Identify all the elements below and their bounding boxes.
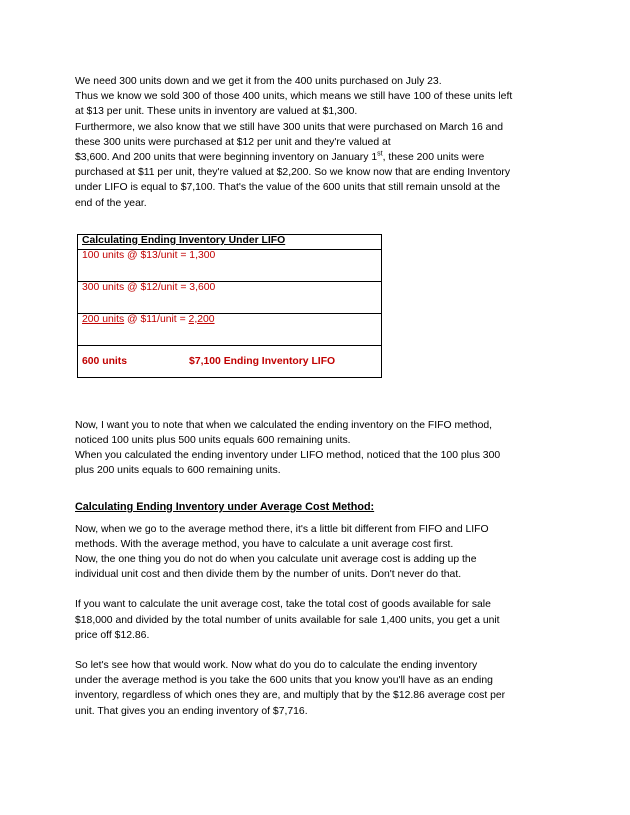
fifo-note-paragraph — [75, 418, 555, 479]
avg-line: $18,000 and divided by the total number of units available for sale 1,400 units, you get a unit — [75, 614, 500, 626]
average-paragraph-1 — [75, 522, 555, 583]
avg-line: inventory, regardless of which ones they are, and multiply that by the $12.86 average cost per — [75, 690, 506, 702]
superscript-st: st — [377, 150, 383, 158]
document-page — [75, 74, 555, 719]
intro-line: purchased at $11 per unit, they're valued at $2,200. So we know now that are ending Inventory — [75, 167, 511, 179]
table-header: Calculating Ending Inventory Under LIFO — [78, 234, 382, 249]
lifo-inventory-table — [77, 234, 382, 378]
table-header-row — [78, 234, 382, 249]
note-line: Now, I want you to note that when we calculated the ending inventory on the FIFO method, — [75, 419, 493, 431]
row3-total: 2,200 — [188, 313, 215, 325]
row3-units: 200 units — [82, 313, 125, 325]
intro-line: these 300 units were purchased at $12 per unit and they're valued at — [75, 136, 391, 148]
intro-line: at $13 per unit. These units in inventory are valued at $1,300. — [75, 106, 358, 118]
note-line: noticed 100 units plus 500 units equals 600 remaining units. — [75, 435, 351, 447]
avg-line: Now, when we go to the average method there, it's a little bit different from FIFO and LIFO — [75, 523, 489, 535]
intro-line: $3,600. And 200 units that were beginning inventory on January 1 — [75, 152, 378, 164]
avg-line: So let's see how that would work. Now what do you do to calculate the ending inventory — [75, 660, 478, 672]
section-title-average: Calculating Ending Inventory under Average Cost Method: — [75, 500, 375, 513]
avg-line: individual unit cost and then divide them by the number of units. Don't never do that. — [75, 569, 462, 581]
avg-line: price off $12.86. — [75, 629, 150, 641]
intro-line: Furthermore, we also know that we still have 300 units that were purchased on March 16 and — [75, 121, 503, 133]
avg-line: methods. With the average method, you have to calculate a unit average cost first. — [75, 538, 454, 550]
table-row — [78, 281, 382, 313]
intro-line: under LIFO is equal to $7,100. That's the value of the 600 units that still remain unsold at the — [75, 182, 501, 194]
avg-line: under the average method is you take the 600 units that you know you'll have as an ending — [75, 675, 493, 687]
table-total-cell — [78, 345, 382, 377]
table-row — [78, 313, 382, 345]
avg-line: Now, the one thing you do not do when you calculate unit average cost is adding up the — [75, 554, 477, 566]
note-line: When you calculated the ending inventory under LIFO method, noticed that the 100 plus 300 — [75, 450, 501, 462]
avg-line: If you want to calculate the unit average cost, take the total cost of goods available for sale — [75, 599, 491, 611]
table-total-row — [78, 345, 382, 377]
intro-line: , these 200 units were — [382, 152, 485, 164]
intro-line: Thus we know we sold 300 of those 400 units, which means we still have 100 of these units left — [75, 91, 513, 103]
intro-line: end of the year. — [75, 197, 147, 209]
table-cell-row1: 100 units @ $13/unit = 1,300 — [78, 249, 382, 281]
table-cell-row2: 300 units @ $12/unit = 3,600 — [78, 281, 382, 313]
total-units: 600 units — [82, 355, 128, 367]
intro-line: We need 300 units down and we get it from the 400 units purchased on July 23. — [75, 76, 442, 87]
avg-line: unit. That gives you an ending inventory of $7,716. — [75, 705, 308, 717]
table-row — [78, 249, 382, 281]
average-paragraph-3 — [75, 658, 555, 719]
note-line: plus 200 units equals to 600 remaining units. — [75, 465, 281, 477]
intro-paragraph — [75, 74, 555, 211]
total-value: $7,100 Ending Inventory LIFO — [189, 355, 336, 367]
row3-mid: @ $11/unit = — [124, 313, 189, 325]
paragraph-gap — [75, 582, 555, 597]
table-cell-row3 — [78, 313, 382, 345]
average-paragraph-2 — [75, 597, 555, 643]
paragraph-gap — [75, 643, 555, 658]
